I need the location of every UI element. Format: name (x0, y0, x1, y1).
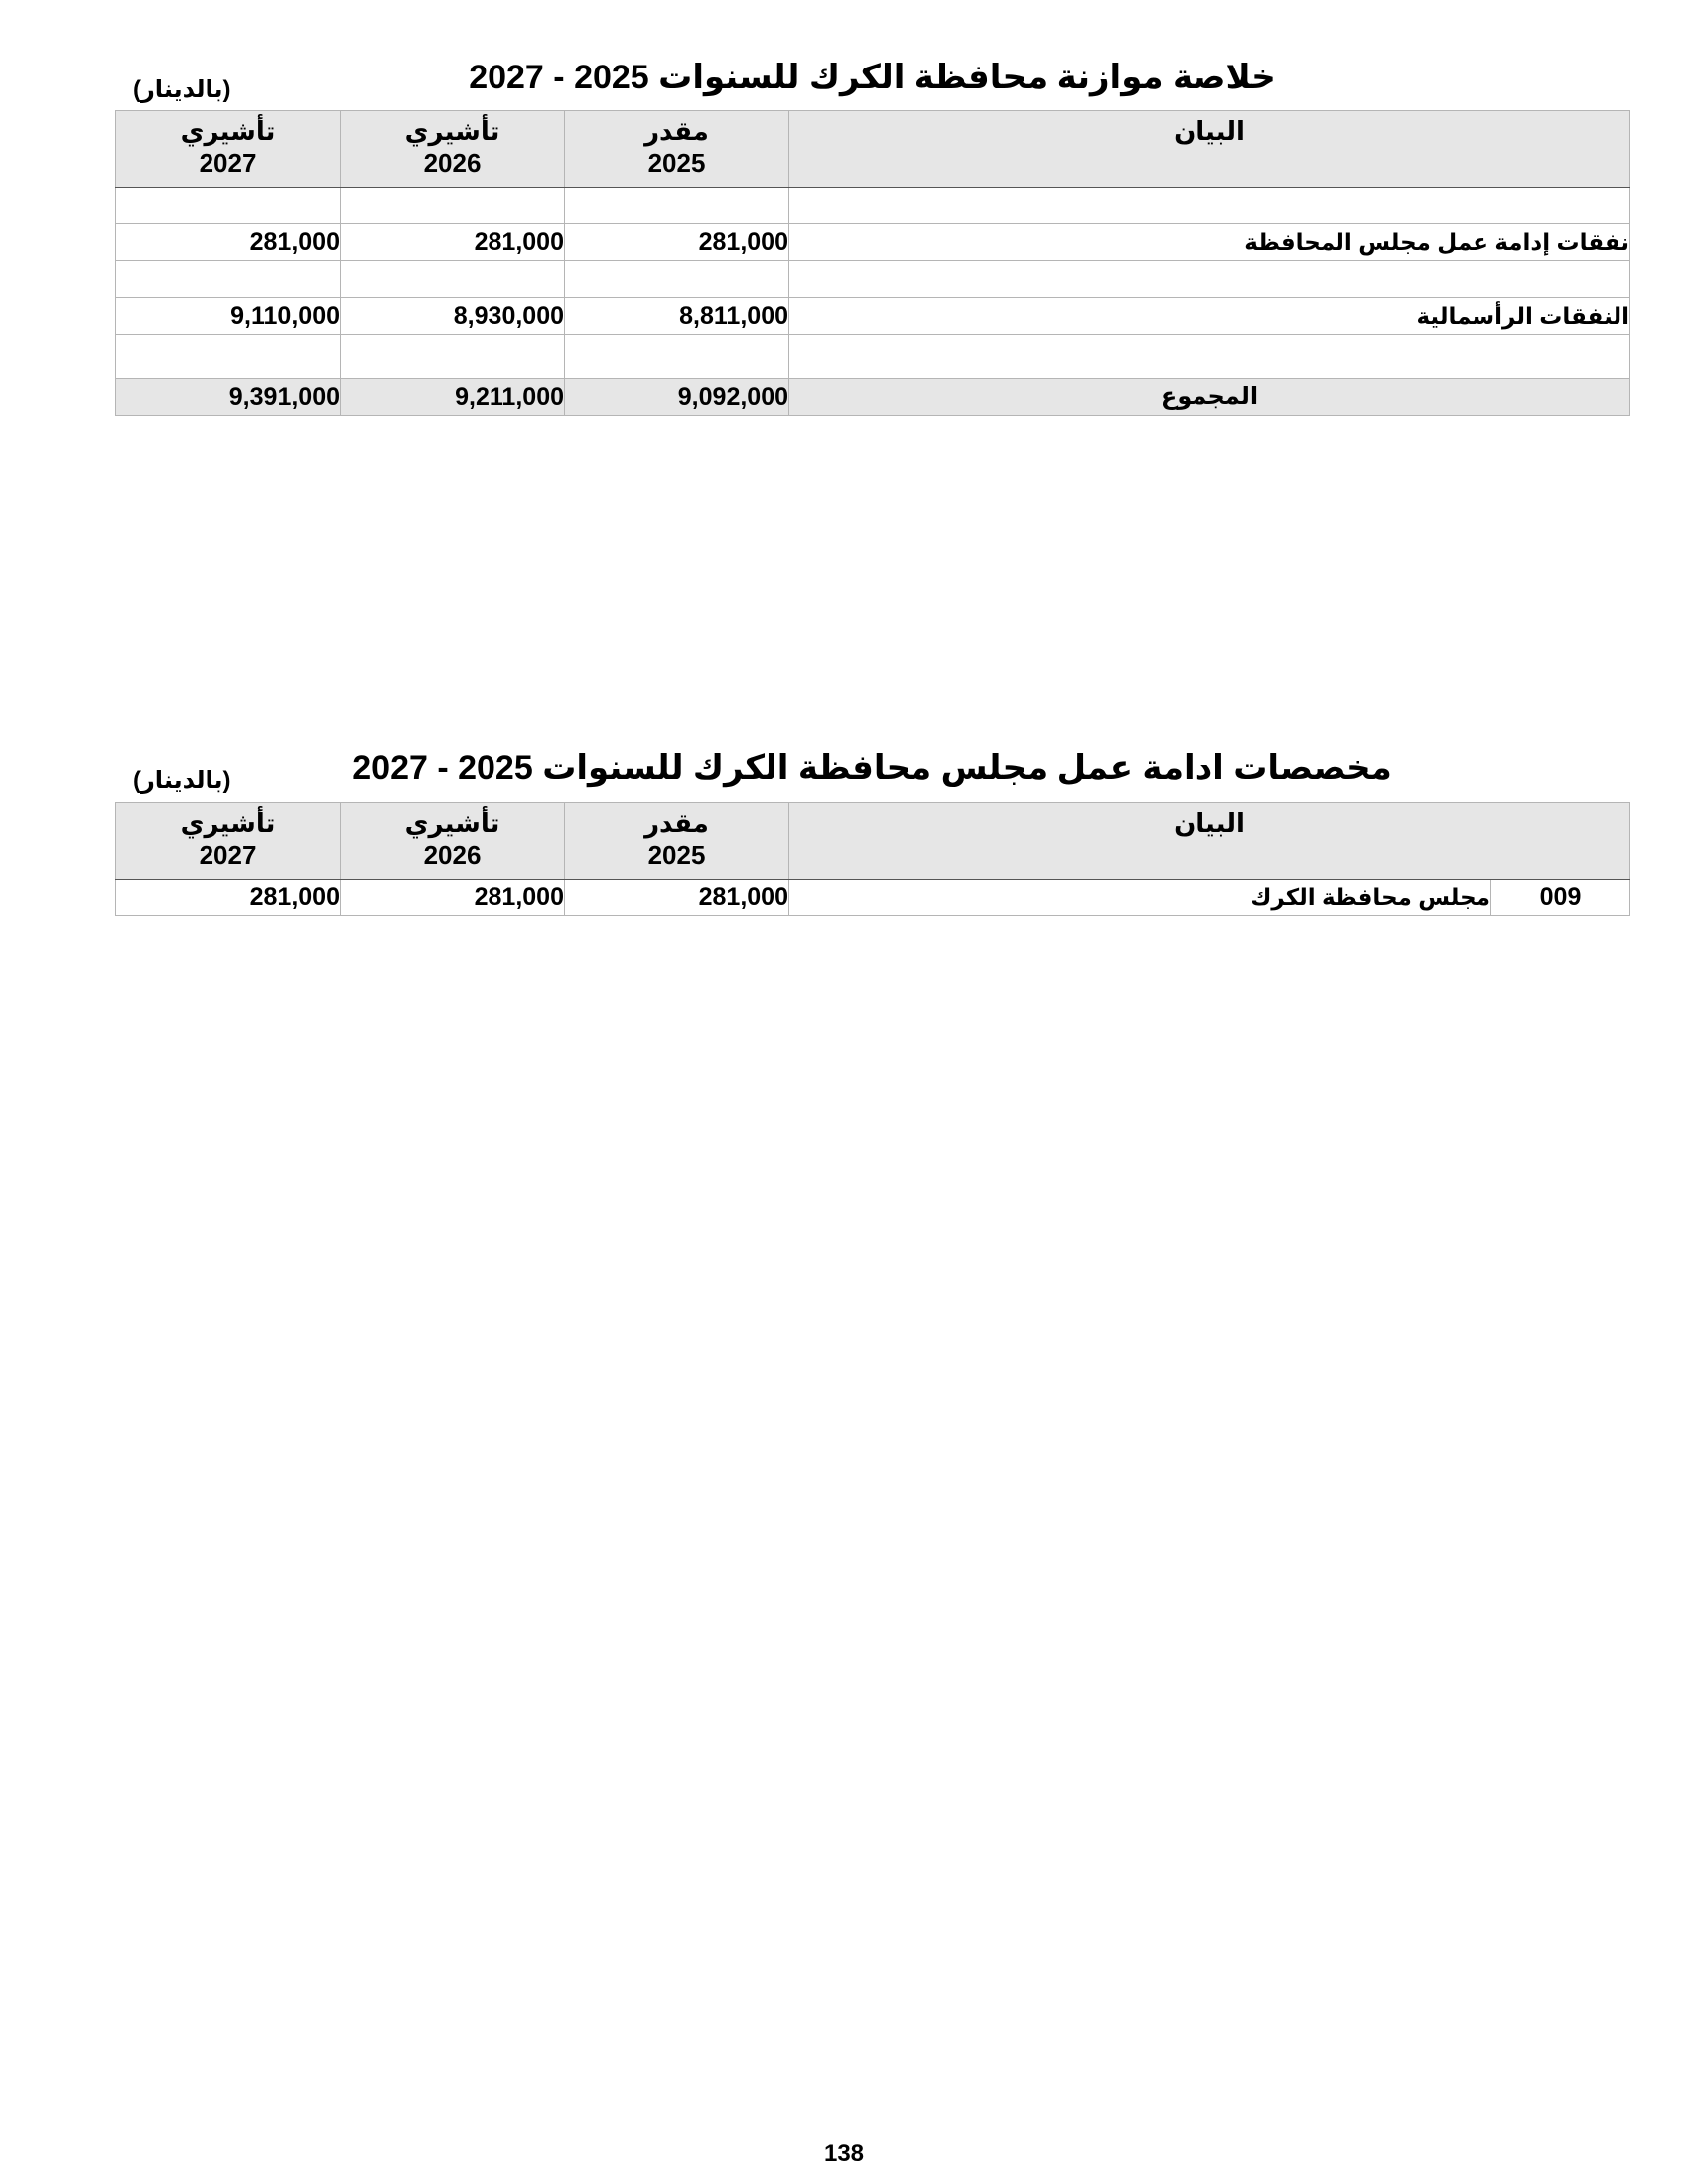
header-item (789, 111, 1630, 188)
cell-item: النفقات الرأسمالية (789, 298, 1630, 335)
total-2026: 9,211,000 (341, 379, 565, 416)
header-2027 (116, 111, 341, 188)
header-2026 (341, 803, 565, 880)
cell-2025: 281,000 (565, 224, 789, 261)
header-2025-label: مقدر (644, 808, 709, 838)
total-label: المجموع (789, 379, 1630, 416)
spacer-row (116, 261, 1630, 298)
header-2026-year: 2026 (423, 840, 482, 870)
header-2027-year: 2027 (199, 148, 257, 178)
header-2026 (341, 111, 565, 188)
header-2027-label: تأشيري (180, 808, 276, 838)
spacer-row (116, 335, 1630, 379)
cell-2026: 8,930,000 (341, 298, 565, 335)
allocations-header-row (116, 803, 1630, 880)
summary-header-row (116, 111, 1630, 188)
summary-header (115, 56, 1629, 105)
total-2025: 9,092,000 (565, 379, 789, 416)
page-number: 138 (823, 2140, 865, 2167)
header-2026-label: تأشيري (404, 116, 500, 146)
header-item-label: البيان (1174, 808, 1245, 838)
cell-2025: 281,000 (565, 880, 789, 916)
cell-item: نفقات إدامة عمل مجلس المحافظة (789, 224, 1630, 261)
total-2027: 9,391,000 (116, 379, 341, 416)
allocations-unit-label: (بالدينار) (133, 767, 231, 794)
cell-2027: 9,110,000 (116, 298, 341, 335)
summary-table (115, 110, 1630, 416)
summary-title: خلاصة موازنة محافظة الكرك للسنوات 2025 - 2027 (469, 59, 1276, 96)
header-2025-year: 2025 (647, 840, 706, 870)
header-item (789, 803, 1630, 880)
table-row (116, 298, 1630, 335)
cell-2027: 281,000 (116, 880, 341, 916)
cell-2026: 281,000 (341, 880, 565, 916)
header-item-label: البيان (1174, 116, 1245, 146)
header-2025 (565, 803, 789, 880)
header-2025 (565, 111, 789, 188)
spacer-row (116, 188, 1630, 224)
cell-2026: 281,000 (341, 224, 565, 261)
table-row (116, 880, 1630, 916)
cell-item: مجلس محافظة الكرك (789, 880, 1491, 916)
table-row (116, 224, 1630, 261)
header-2025-label: مقدر (644, 116, 709, 146)
cell-code: 009 (1491, 880, 1630, 916)
header-2027-label: تأشيري (180, 116, 276, 146)
cell-2025: 8,811,000 (565, 298, 789, 335)
summary-unit-label: (بالدينار) (133, 76, 231, 103)
header-2026-label: تأشيري (404, 808, 500, 838)
header-2025-year: 2025 (647, 148, 706, 178)
header-2027 (116, 803, 341, 880)
total-row (116, 379, 1630, 416)
allocations-table (115, 802, 1630, 916)
header-2027-year: 2027 (199, 840, 257, 870)
cell-2027: 281,000 (116, 224, 341, 261)
allocations-title: مخصصات ادامة عمل مجلس محافظة الكرك للسنوات 2025 - 2027 (352, 750, 1392, 787)
allocations-header (115, 747, 1629, 796)
header-2026-year: 2026 (423, 148, 482, 178)
